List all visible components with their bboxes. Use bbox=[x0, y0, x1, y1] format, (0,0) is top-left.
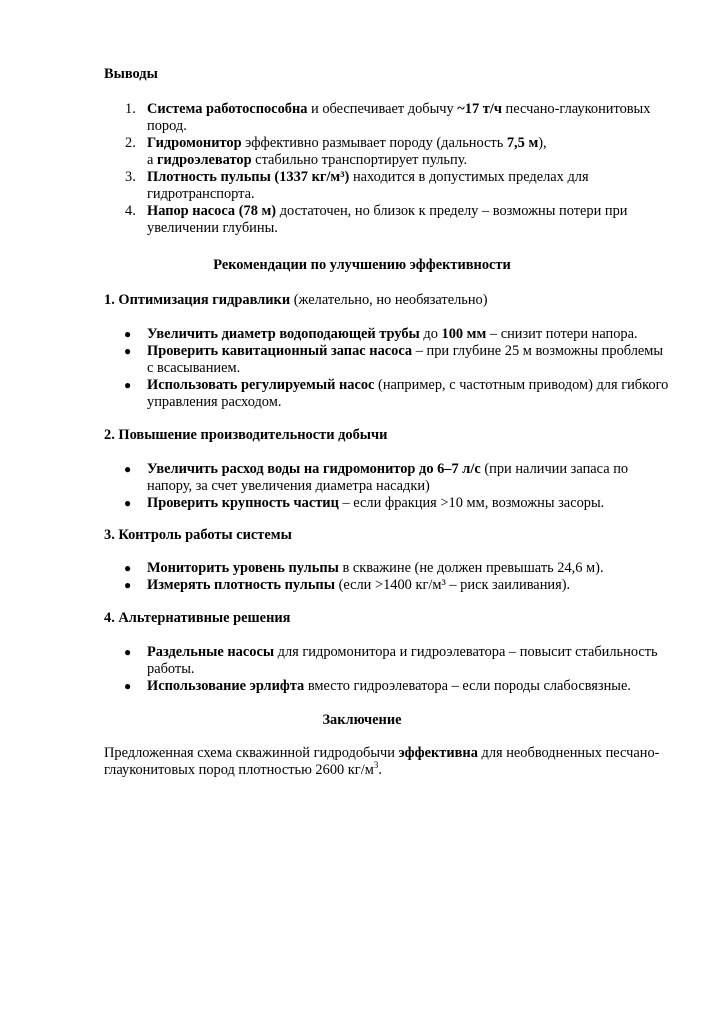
conclusions-list bbox=[104, 101, 669, 237]
list-item: 4. Напор насоса (78 м) достаточен, но близок к пределу – возможны потери при увеличении глубины. bbox=[125, 203, 628, 236]
list-item: ● Использование эрлифта вместо гидроэлеватора – если породы слабосвязные. bbox=[124, 678, 631, 694]
list-item: 2. Гидромонитор эффективно размывает породу (дальность 7,5 м), а гидроэлеватор стабильно транспортирует пульпу. bbox=[125, 135, 547, 168]
bullet-list bbox=[104, 326, 669, 411]
bullet-icon: ● bbox=[124, 679, 132, 693]
bullet-icon: ● bbox=[124, 344, 132, 358]
final-paragraph: Предложенная схема скважинной гидродобычи эффективна для необводненных песчано-глауконитовых пород плотностью 2600 $кг/м^3$. bbox=[104, 745, 660, 778]
final-heading: Заключение bbox=[322, 712, 402, 728]
bullet-icon: ● bbox=[124, 462, 132, 476]
bullet-icon: ● bbox=[124, 327, 132, 341]
bullet-icon: ● bbox=[124, 496, 132, 510]
list-item: ● Использовать регулируемый насос (например, с частотным приводом) для гибкого управления расходом. bbox=[124, 377, 669, 410]
section-heading: 4. Альтернативные решения bbox=[104, 610, 291, 626]
list-item: ● Раздельные насосы для гидромонитора и гидроэлеватора – повысит стабильность работы. bbox=[124, 644, 658, 677]
bullet-list bbox=[104, 644, 669, 695]
bullet-icon: ● bbox=[124, 378, 132, 392]
bullet-icon: ● bbox=[124, 561, 132, 575]
bullet-list bbox=[104, 560, 669, 594]
section-heading: 2. Повышение производительности добычи bbox=[104, 427, 388, 443]
list-item: ● Увеличить расход воды на гидромонитор до 6–7 л/с (при наличии запаса по напору, за счет увеличения диаметра насадки) bbox=[124, 461, 629, 494]
bullet-list bbox=[104, 461, 669, 512]
list-item: ● Измерять плотность пульпы (если >1400 кг/м³ – риск заиливания). bbox=[124, 577, 571, 593]
recommendations-heading: Рекомендации по улучшению эффективности bbox=[213, 257, 511, 273]
bullet-icon: ● bbox=[124, 645, 132, 659]
section-heading: 1. Оптимизация гидравлики (желательно, но необязательно) bbox=[104, 292, 488, 308]
list-item: ● Проверить кавитационный запас насоса – при глубине 25 м возможны проблемы с всасыванием. bbox=[124, 343, 664, 376]
list-item: ● Мониторить уровень пульпы в скважине (не должен превышать 24,6 м). bbox=[124, 560, 604, 576]
section-heading: 3. Контроль работы системы bbox=[104, 527, 292, 543]
conclusions-heading: Выводы bbox=[104, 66, 158, 82]
list-item: 1. Система работоспособна и обеспечивает добычу ~17 т/ч песчано-глауконитовых пород. bbox=[125, 101, 651, 134]
bullet-icon: ● bbox=[124, 578, 132, 592]
list-item: ● Увеличить диаметр водоподающей трубы до 100 мм – снизит потери напора. bbox=[124, 326, 638, 342]
list-item: 3. Плотность пульпы (1337 кг/м³) находится в допустимых пределах для гидротранспорта. bbox=[125, 169, 589, 202]
list-item: ● Проверить крупность частиц – если фракция >10 мм, возможны засоры. bbox=[124, 495, 605, 511]
